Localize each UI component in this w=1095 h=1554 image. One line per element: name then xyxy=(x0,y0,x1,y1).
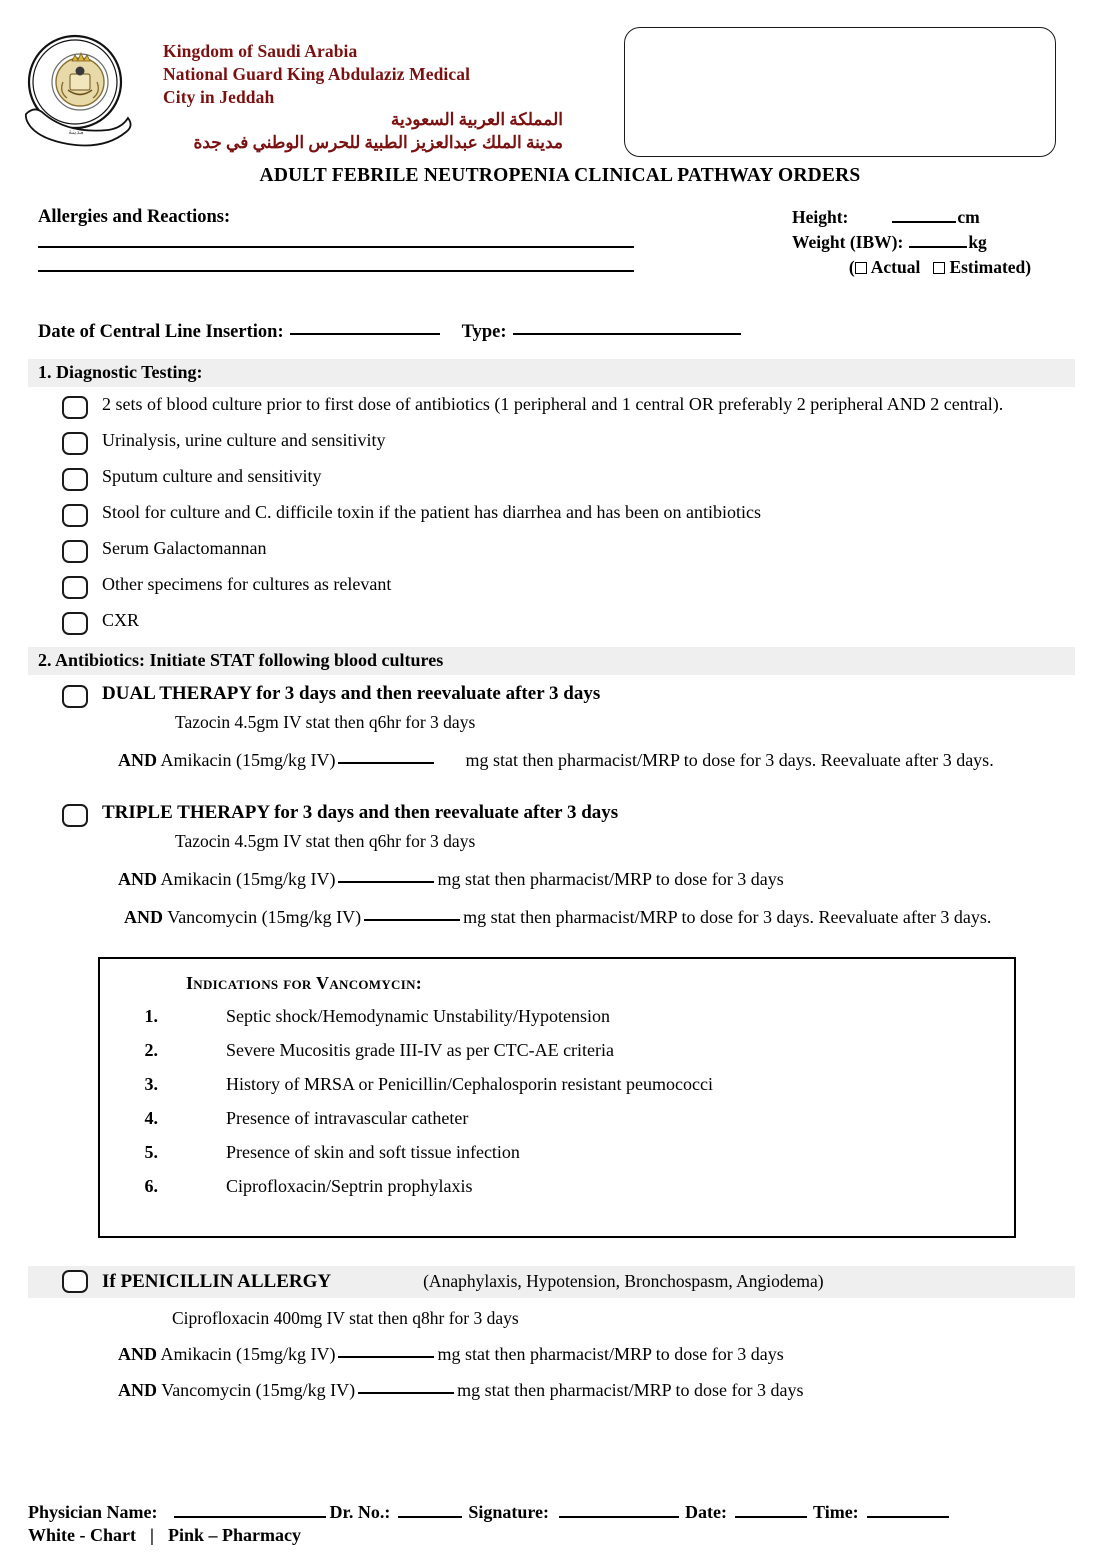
weight-unit: kg xyxy=(968,232,987,252)
list-item-label: Ciprofloxacin/Septrin prophylaxis xyxy=(226,1176,473,1197)
signature-label: Signature: xyxy=(468,1502,550,1522)
list-item-label: Serum Galactomannan xyxy=(102,538,267,558)
list-item[interactable] xyxy=(0,429,1095,455)
list-item-label: Other specimens for cultures as relevant xyxy=(102,574,392,594)
weight-row xyxy=(792,232,1062,253)
list-item-label: Severe Mucositis grade III-IV as per CTC-AE criteria xyxy=(226,1040,615,1061)
and-label: AND xyxy=(118,1344,157,1365)
penicillin-amikacin-row xyxy=(118,1343,1095,1365)
amikacin-dose-input[interactable] xyxy=(338,868,434,883)
actual-label: Actual xyxy=(870,257,921,277)
amikacin-drug-label: Amikacin (15mg/kg IV) xyxy=(160,869,336,890)
checkbox-stool-culture[interactable] xyxy=(62,504,88,527)
amikacin-drug-label: Amikacin (15mg/kg IV) xyxy=(160,1344,336,1365)
signature-row xyxy=(28,1502,1078,1523)
open-paren: ( xyxy=(848,257,855,277)
close-paren: ) xyxy=(1025,257,1032,277)
penicillin-allergy-header[interactable] xyxy=(28,1266,1075,1298)
list-item-label: Septic shock/Hemodynamic Unstability/Hypotension xyxy=(226,1006,610,1027)
amikacin-dose-input[interactable] xyxy=(338,1343,434,1358)
copy-separator: | xyxy=(149,1525,154,1545)
list-item xyxy=(100,1040,1014,1061)
org-line-en-2: National Guard King Abdulaziz Medical xyxy=(163,63,471,84)
list-item[interactable] xyxy=(0,501,1095,527)
central-line-type-input[interactable] xyxy=(513,319,741,335)
date-input[interactable] xyxy=(735,1503,807,1518)
triple-therapy-sub: Tazocin 4.5gm IV stat then q6hr for 3 days xyxy=(175,831,476,852)
weight-input[interactable] xyxy=(909,232,967,248)
org-line-ar-2: مدينة الملك عبدالعزيز الطبية للحرس الوطني في جدة xyxy=(193,133,563,153)
central-line-date-input[interactable] xyxy=(290,319,440,335)
weight-type-row xyxy=(792,257,1062,278)
height-unit: cm xyxy=(957,207,980,227)
dual-therapy-header[interactable] xyxy=(0,683,1095,708)
list-item-label: Presence of intravascular catheter xyxy=(226,1108,469,1129)
date-label: Date: xyxy=(685,1502,728,1522)
list-item[interactable] xyxy=(0,573,1095,599)
list-item-label: Urinalysis, urine culture and sensitivity xyxy=(102,430,386,450)
dr-no-label: Dr. No.: xyxy=(329,1502,391,1522)
list-item-label: CXR xyxy=(102,610,140,630)
vancomycin-dose-input[interactable] xyxy=(358,1379,454,1394)
penicillin-allergy-symptoms: (Anaphylaxis, Hypotension, Bronchospasm, Angiodema) xyxy=(423,1271,824,1292)
vancomycin-drug-label: Vancomycin (15mg/kg IV) xyxy=(161,1380,356,1401)
list-item-number: 5. xyxy=(144,1142,158,1163)
and-label: AND xyxy=(118,1380,157,1401)
triple-therapy-block xyxy=(0,802,1095,929)
list-item xyxy=(100,1108,1014,1129)
list-item-label: History of MRSA or Penicillin/Cephalosporin resistant peumococci xyxy=(226,1074,713,1095)
amikacin-dose-input[interactable] xyxy=(338,749,434,764)
triple-therapy-vancomycin-row xyxy=(124,906,1074,929)
list-item[interactable] xyxy=(0,609,1095,635)
and-label: AND xyxy=(124,906,163,927)
form-footer xyxy=(28,1502,1078,1546)
list-item[interactable] xyxy=(0,537,1095,563)
org-line-ar-1: المملكة العربية السعودية xyxy=(390,110,563,130)
amikacin-dose-tail: mg stat then pharmacist/MRP to dose for 3 days. Reevaluate after 3 days. xyxy=(465,750,994,770)
height-input[interactable] xyxy=(892,207,956,223)
list-item xyxy=(100,1142,1014,1163)
patient-label-box[interactable] xyxy=(624,27,1056,157)
physician-name-input[interactable] xyxy=(174,1503,326,1518)
triple-therapy-title: TRIPLE THERAPY for 3 days and then reevaluate after 3 days xyxy=(102,802,619,824)
checkbox-urinalysis[interactable] xyxy=(62,432,88,455)
vancomycin-dose-tail: mg stat then pharmacist/MRP to dose for 3 days xyxy=(457,1380,804,1401)
triple-therapy-amikacin-row xyxy=(118,868,1068,891)
central-line-type-label: Type: xyxy=(461,322,507,342)
allergies-input-line-1[interactable] xyxy=(38,246,634,248)
time-label: Time: xyxy=(813,1502,859,1522)
allergies-label: Allergies and Reactions: xyxy=(38,207,231,227)
central-line-label: Date of Central Line Insertion: xyxy=(38,322,284,342)
list-item-label: 2 sets of blood culture prior to first dose of antibiotics (1 peripheral and 1 central OR preferably 2 peripheral AND 2 central). xyxy=(102,394,1004,414)
checkbox-penicillin-allergy[interactable] xyxy=(62,1270,88,1293)
list-item-number: 1. xyxy=(144,1006,158,1027)
estimated-checkbox[interactable] xyxy=(933,262,945,274)
estimated-label: Estimated xyxy=(949,257,1026,277)
list-item xyxy=(100,1006,1014,1027)
list-item-number: 3. xyxy=(144,1074,158,1095)
allergies-input-line-2[interactable] xyxy=(38,270,634,272)
saudi-national-guard-medical-city-emblem-icon xyxy=(18,30,133,150)
list-item-label: Presence of skin and soft tissue infection xyxy=(226,1142,520,1163)
org-line-en-3: City in Jeddah xyxy=(163,86,275,107)
list-item xyxy=(100,1176,1014,1197)
height-label: Height: xyxy=(792,207,849,227)
list-item-number: 6. xyxy=(144,1176,158,1197)
checkbox-triple-therapy[interactable] xyxy=(62,804,88,827)
list-item[interactable] xyxy=(0,465,1095,491)
vancomycin-indications-box xyxy=(98,957,1016,1238)
time-input[interactable] xyxy=(867,1503,949,1518)
vitals-block xyxy=(792,207,1062,278)
dual-therapy-sub: Tazocin 4.5gm IV stat then q6hr for 3 days xyxy=(175,712,476,732)
checkbox-cxr[interactable] xyxy=(62,612,88,635)
form-header xyxy=(0,0,1095,165)
central-line-row xyxy=(38,319,1095,343)
height-row xyxy=(792,207,1062,228)
org-line-en-1: Kingdom of Saudi Arabia xyxy=(163,41,358,61)
penicillin-allergy-title: If PENICILLIN ALLERGY xyxy=(102,1270,332,1292)
checkbox-sputum-culture[interactable] xyxy=(62,468,88,491)
section-2-heading: 2. Antibiotics: Initiate STAT following blood cultures xyxy=(28,647,1075,675)
diagnostic-testing-list xyxy=(0,393,1095,635)
amikacin-dose-tail: mg stat then pharmacist/MRP to dose for 3 days xyxy=(437,1344,784,1365)
penicillin-vancomycin-row xyxy=(118,1379,1095,1401)
triple-therapy-header[interactable] xyxy=(0,802,1095,827)
signature-input[interactable] xyxy=(559,1503,679,1518)
penicillin-ciprofloxacin-line: Ciprofloxacin 400mg IV stat then q8hr for 3 days xyxy=(172,1308,519,1329)
weight-label: Weight (IBW): xyxy=(792,232,904,252)
list-item-number: 4. xyxy=(144,1108,158,1129)
list-item-label: Sputum culture and sensitivity xyxy=(102,466,322,486)
dual-therapy-amikacin-row xyxy=(118,749,1068,772)
physician-name-label: Physician Name: xyxy=(28,1502,158,1522)
organization-name xyxy=(163,40,593,154)
checkbox-blood-culture[interactable] xyxy=(62,396,88,419)
list-item[interactable] xyxy=(0,393,1095,419)
allergies-and-vitals-section xyxy=(0,207,1095,315)
svg-text:مدينة: مدينة xyxy=(68,128,84,136)
section-1-heading: 1. Diagnostic Testing: xyxy=(28,359,1075,387)
vancomycin-drug-label: Vancomycin (15mg/kg IV) xyxy=(167,906,362,927)
checkbox-dual-therapy[interactable] xyxy=(62,685,88,708)
and-label: AND xyxy=(118,869,157,890)
amikacin-drug-label: Amikacin (15mg/kg IV) xyxy=(160,750,336,770)
dr-no-input[interactable] xyxy=(398,1503,462,1518)
copy-white-label: White - Chart xyxy=(28,1525,136,1545)
allergies-block xyxy=(38,207,638,272)
checkbox-other-specimens[interactable] xyxy=(62,576,88,599)
list-item-number: 2. xyxy=(144,1040,158,1061)
vancomycin-indications-title: Indications for Vancomycin: xyxy=(186,973,423,994)
and-label: AND xyxy=(118,750,157,770)
dual-therapy-title: DUAL THERAPY for 3 days and then reevaluate after 3 days xyxy=(102,683,601,704)
page-title: ADULT FEBRILE NEUTROPENIA CLINICAL PATHWAY ORDERS xyxy=(259,165,861,186)
list-item-label: Stool for culture and C. difficile toxin if the patient has diarrhea and has been on antibiotics xyxy=(102,502,761,522)
dual-therapy-block xyxy=(0,683,1095,772)
amikacin-dose-tail: mg stat then pharmacist/MRP to dose for 3 days xyxy=(437,869,784,890)
vancomycin-dose-input[interactable] xyxy=(364,906,460,921)
copy-pink-label: Pink – Pharmacy xyxy=(167,1525,301,1545)
vancomycin-dose-tail: mg stat then pharmacist/MRP to dose for 3 days. Reevaluate after 3 days. xyxy=(463,906,992,927)
checkbox-serum-galactomannan[interactable] xyxy=(62,540,88,563)
actual-checkbox[interactable] xyxy=(855,262,867,274)
copy-distribution-row xyxy=(28,1525,1078,1546)
list-item xyxy=(100,1074,1014,1095)
